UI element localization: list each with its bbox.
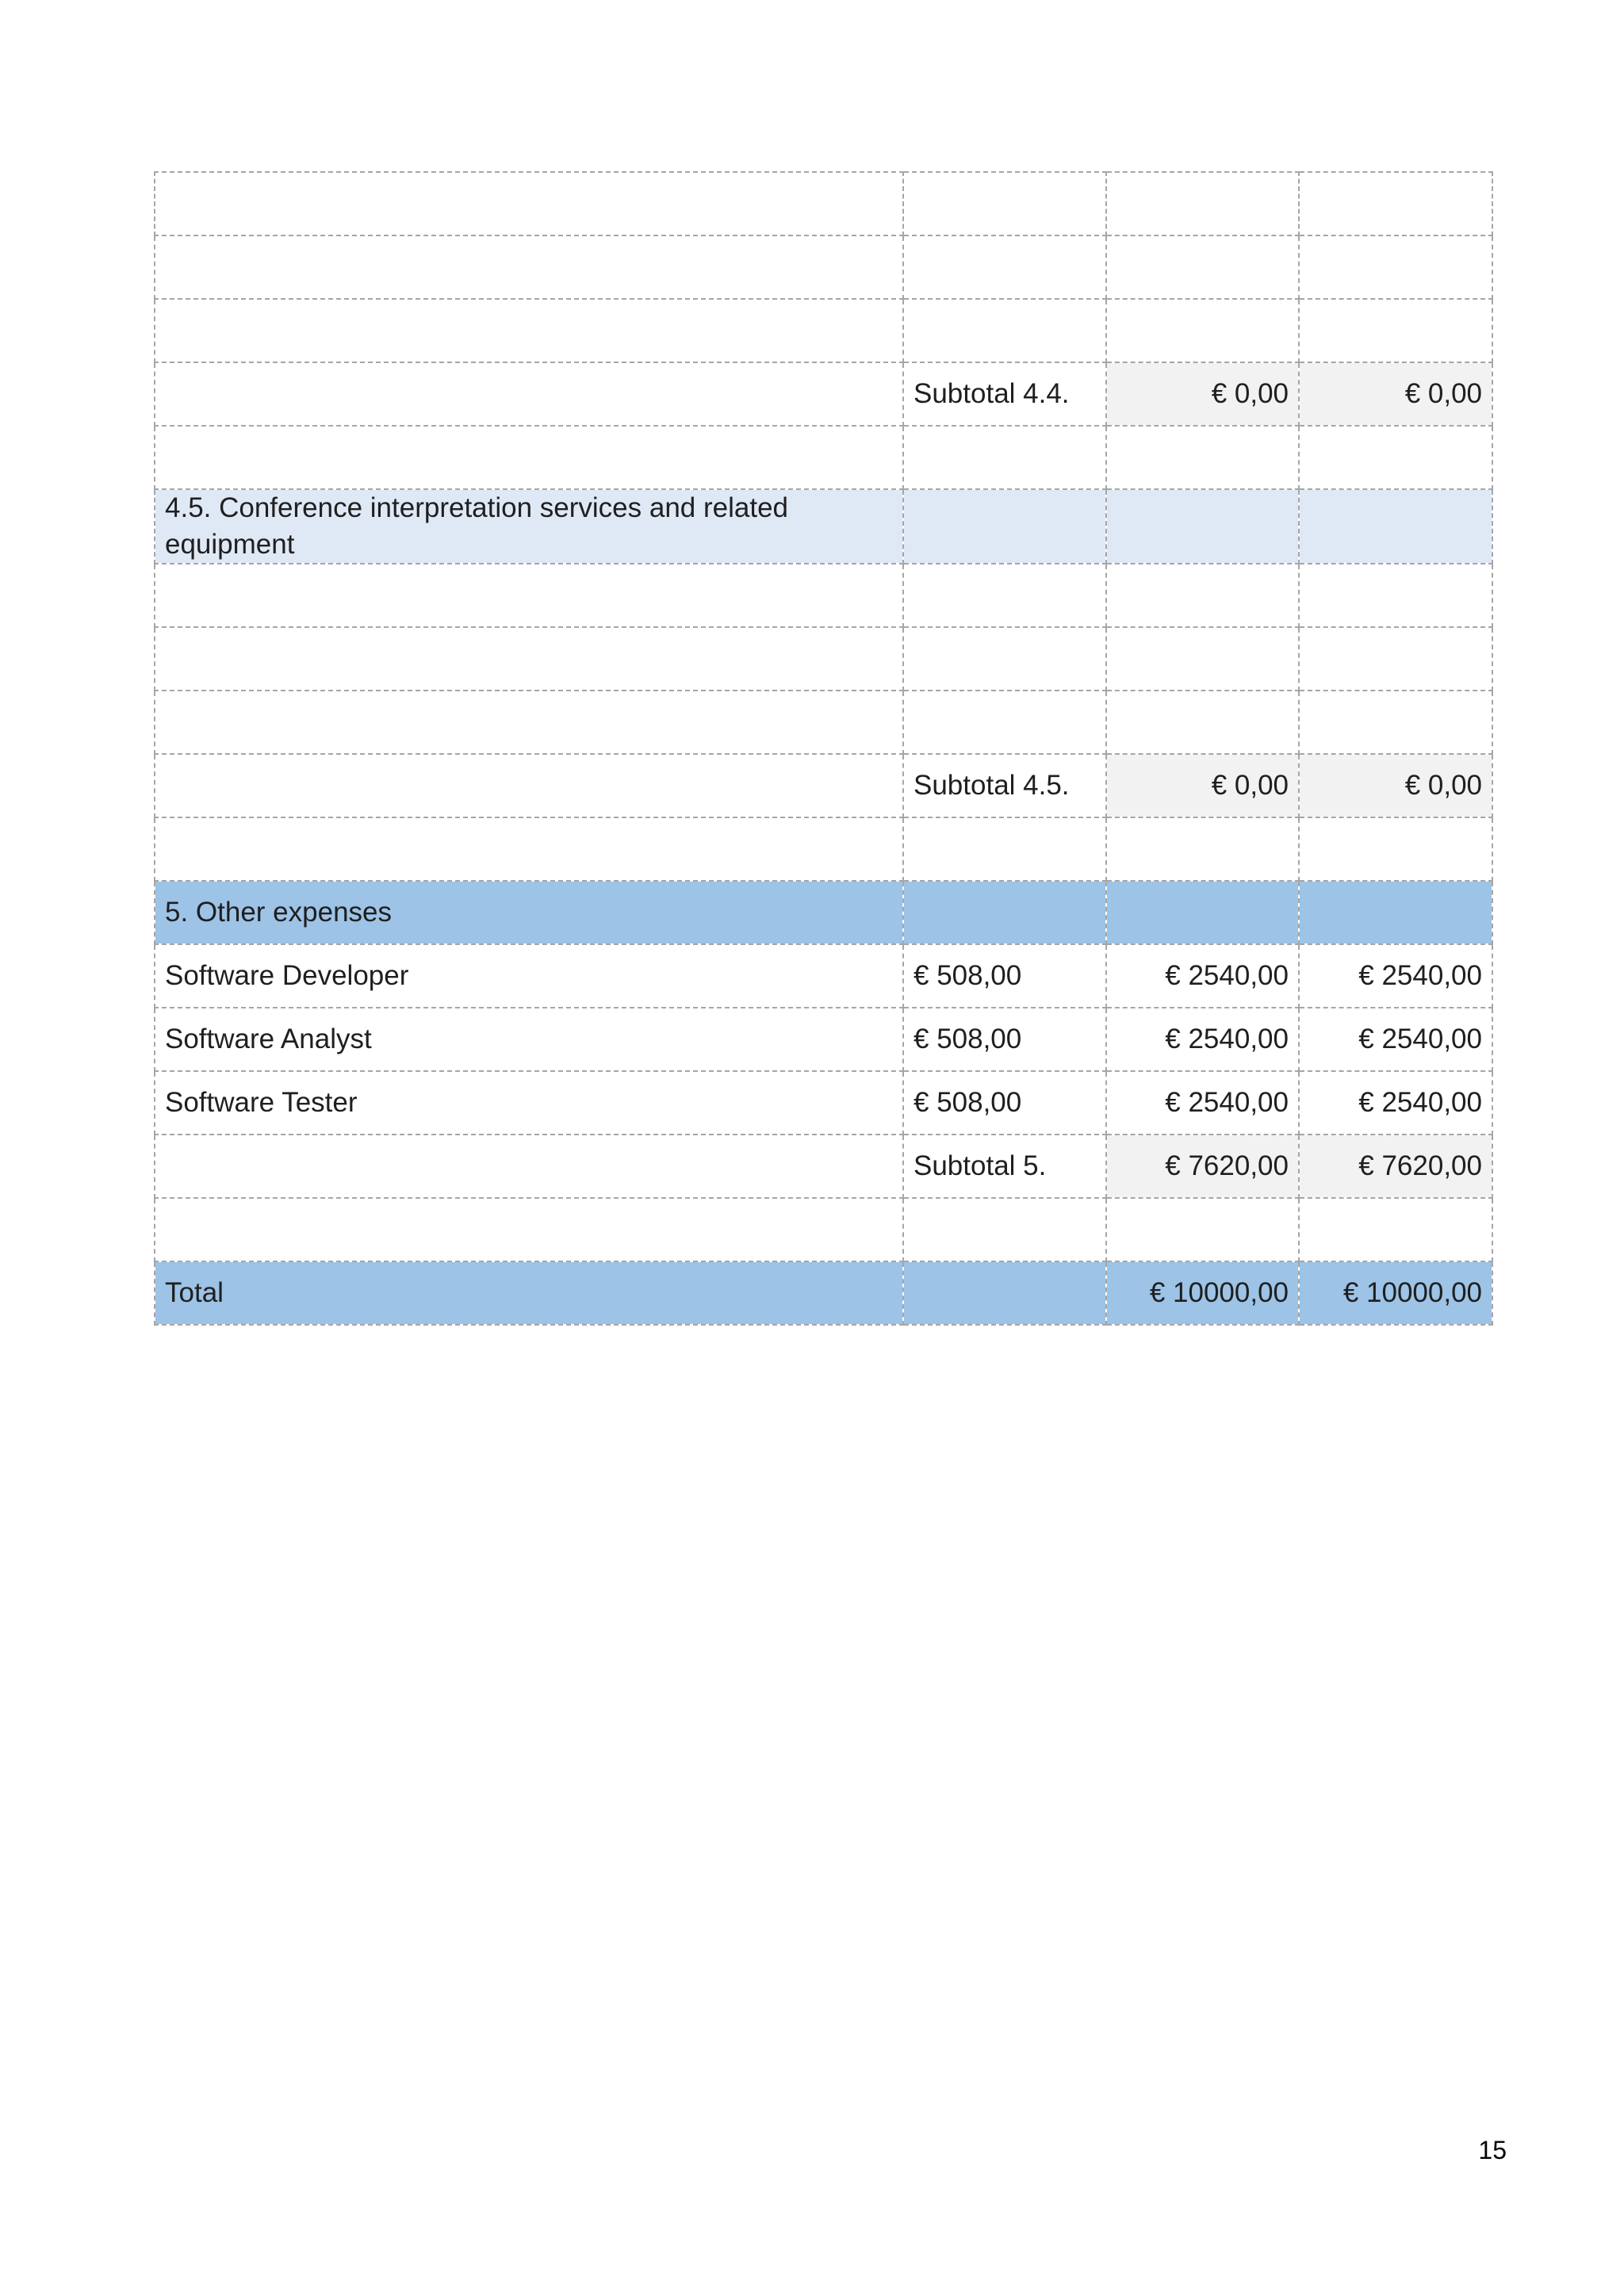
table-cell — [903, 426, 1106, 489]
total-value-2: € 10000,00 — [1299, 1261, 1492, 1325]
subtotal-4-4-label: Subtotal 4.4. — [903, 362, 1106, 426]
subtotal-5-label: Subtotal 5. — [903, 1135, 1106, 1198]
table-cell — [1299, 564, 1492, 627]
table-cell — [1106, 881, 1299, 944]
expense-name: Software Developer — [155, 944, 903, 1008]
table-cell — [1106, 817, 1299, 881]
table-cell — [903, 172, 1106, 235]
table-cell — [155, 627, 903, 691]
table-cell — [1106, 691, 1299, 754]
expense-unit-cost: € 508,00 — [903, 1071, 1106, 1135]
expense-value-2: € 2540,00 — [1299, 1071, 1492, 1135]
table-cell — [903, 235, 1106, 299]
table-cell — [155, 691, 903, 754]
table-cell — [155, 172, 903, 235]
subtotal-4-4-row — [155, 362, 1492, 426]
table-cell — [1299, 426, 1492, 489]
table-cell — [903, 1198, 1106, 1261]
expense-name: Software Tester — [155, 1071, 903, 1135]
table-cell — [1299, 489, 1492, 564]
expense-unit-cost: € 508,00 — [903, 1008, 1106, 1071]
table-cell — [1106, 1198, 1299, 1261]
table-row — [155, 691, 1492, 754]
table-row — [155, 235, 1492, 299]
table-cell — [1299, 627, 1492, 691]
expense-row-software-analyst — [155, 1008, 1492, 1071]
table-cell — [903, 489, 1106, 564]
subtotal-5-row — [155, 1135, 1492, 1198]
subtotal-4-5-label: Subtotal 4.5. — [903, 754, 1106, 817]
subtotal-5-value-1: € 7620,00 — [1106, 1135, 1299, 1198]
table-row — [155, 299, 1492, 362]
total-row — [155, 1261, 1492, 1325]
table-cell — [1299, 881, 1492, 944]
expense-unit-cost: € 508,00 — [903, 944, 1106, 1008]
table-cell — [155, 299, 903, 362]
table-cell — [155, 362, 903, 426]
table-cell — [1299, 235, 1492, 299]
expense-row-software-developer — [155, 944, 1492, 1008]
total-value-1: € 10000,00 — [1106, 1261, 1299, 1325]
subtotal-4-5-value-1: € 0,00 — [1106, 754, 1299, 817]
page-number: 15 — [1478, 2136, 1507, 2164]
table-row — [155, 627, 1492, 691]
table-row — [155, 1198, 1492, 1261]
table-cell — [1299, 299, 1492, 362]
table-row — [155, 426, 1492, 489]
table-cell — [155, 817, 903, 881]
table-cell — [903, 627, 1106, 691]
table-cell — [1106, 172, 1299, 235]
table-cell — [1106, 426, 1299, 489]
table-cell — [155, 235, 903, 299]
table-row — [155, 564, 1492, 627]
table-cell — [1299, 1198, 1492, 1261]
table-cell — [155, 754, 903, 817]
section-4-5-title: 4.5. Conference interpretation services and related equipment — [155, 489, 903, 564]
subtotal-4-4-value-1: € 0,00 — [1106, 362, 1299, 426]
expense-value-2: € 2540,00 — [1299, 944, 1492, 1008]
table-cell — [903, 691, 1106, 754]
table-cell — [1106, 489, 1299, 564]
expense-value-1: € 2540,00 — [1106, 1008, 1299, 1071]
budget-table — [154, 171, 1493, 1326]
table-cell — [1106, 564, 1299, 627]
table-cell — [903, 817, 1106, 881]
expense-row-software-tester — [155, 1071, 1492, 1135]
expense-value-1: € 2540,00 — [1106, 1071, 1299, 1135]
table-cell — [155, 564, 903, 627]
table-cell — [903, 881, 1106, 944]
section-5-title: 5. Other expenses — [155, 881, 903, 944]
total-label: Total — [155, 1261, 903, 1325]
table-row — [155, 817, 1492, 881]
table-cell — [155, 1198, 903, 1261]
table-cell — [1106, 235, 1299, 299]
table-cell — [155, 426, 903, 489]
subtotal-4-5-row — [155, 754, 1492, 817]
table-cell — [903, 1261, 1106, 1325]
section-4-5-header-row — [155, 489, 1492, 564]
table-cell — [1299, 691, 1492, 754]
section-5-header-row — [155, 881, 1492, 944]
subtotal-4-4-value-2: € 0,00 — [1299, 362, 1492, 426]
expense-value-2: € 2540,00 — [1299, 1008, 1492, 1071]
table-cell — [903, 299, 1106, 362]
table-cell — [1106, 299, 1299, 362]
table-cell — [155, 1135, 903, 1198]
subtotal-4-5-value-2: € 0,00 — [1299, 754, 1492, 817]
table-cell — [903, 564, 1106, 627]
table-cell — [1299, 817, 1492, 881]
expense-name: Software Analyst — [155, 1008, 903, 1071]
table-row — [155, 172, 1492, 235]
table-cell — [1299, 172, 1492, 235]
subtotal-5-value-2: € 7620,00 — [1299, 1135, 1492, 1198]
table-cell — [1106, 627, 1299, 691]
expense-value-1: € 2540,00 — [1106, 944, 1299, 1008]
